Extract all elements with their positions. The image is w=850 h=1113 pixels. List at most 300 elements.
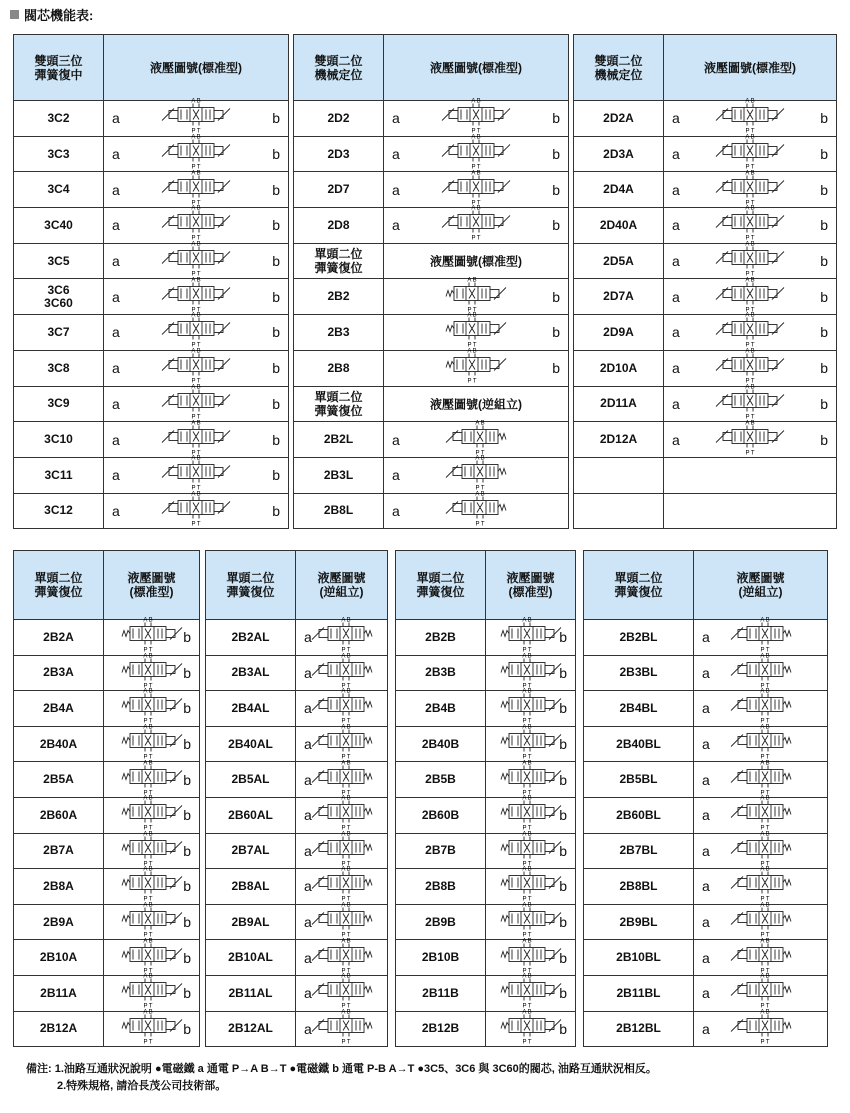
svg-text:P T: P T [142,896,153,903]
valve-code: 2B2 [294,279,384,315]
valve-symbol-icon [499,825,563,868]
solenoid-a-label: a [672,217,680,234]
table-row [294,172,569,208]
solenoid-b-label: b [559,771,567,788]
valve-code: 3C7 [14,315,104,351]
valve-symbol-icon [499,1003,563,1046]
valve-symbol-icon [729,864,793,904]
solenoid-b-label: b [552,360,560,377]
svg-text:A B: A B [745,420,755,427]
solenoid-a-label: a [392,502,400,519]
valve-code: 2B11A [14,975,104,1011]
solenoid-b-label: b [183,878,191,895]
svg-text:A B: A B [745,98,755,105]
svg-text:A B: A B [340,831,351,838]
valve-code: 2B60A [14,797,104,833]
solenoid-a-label: a [112,502,120,519]
svg-text:A B: A B [340,617,351,624]
table-row [14,136,289,172]
valve-code: 2B10AL [206,940,296,976]
svg-text:P T: P T [142,683,153,690]
table-row [294,208,569,244]
solenoid-a-label: a [702,878,710,895]
svg-text:P T: P T [142,968,153,975]
solenoid-b-label: b [820,217,828,234]
solenoid-b-label: b [272,253,280,270]
table-row [294,350,569,386]
valve-symbol-icon [160,239,232,279]
valve-symbol-icon [120,825,184,868]
valve-code: 2B8BL [584,869,694,905]
solenoid-b-label: b [272,288,280,305]
solenoid-b-label: b [820,253,828,270]
solenoid-b-label: b [820,110,828,127]
valve-code: 2B5B [396,762,486,798]
svg-text:P T: P T [759,1039,770,1046]
table-row [574,422,837,458]
table-row [574,101,837,137]
valve-code: 2D4A [574,172,664,208]
svg-text:A B: A B [745,384,755,391]
solenoid-b-label: b [183,1020,191,1037]
svg-text:P T: P T [745,235,755,242]
table-row [294,457,569,493]
solenoid-b-label: b [183,807,191,824]
svg-text:A B: A B [142,795,153,802]
svg-text:A B: A B [191,277,201,284]
svg-text:A B: A B [142,938,153,945]
svg-text:P T: P T [340,718,351,725]
svg-text:P T: P T [745,414,755,421]
valve-symbol-icon [160,453,232,493]
solenoid-a-label: a [304,949,312,966]
valve-symbol-icon [160,485,232,528]
svg-text:A B: A B [521,724,532,731]
sub-header-row [294,243,569,279]
svg-text:A B: A B [521,760,532,767]
svg-text:A B: A B [745,277,755,284]
svg-text:A B: A B [467,312,477,319]
solenoid-a-label: a [702,985,710,1002]
solenoid-a-label: a [304,736,312,753]
svg-text:A B: A B [340,760,351,767]
valve-code: 2B2A [14,620,104,656]
valve-code: 2B12AL [206,1011,296,1047]
svg-text:A B: A B [340,902,351,909]
valve-code: 2B40AL [206,726,296,762]
svg-text:A B: A B [521,688,532,695]
solenoid-a-label: a [702,949,710,966]
valve-code: 2B8 [294,350,384,386]
svg-text:P T: P T [142,790,153,797]
valve-code: 2B9A [14,904,104,940]
valve-symbol-icon [310,793,374,833]
svg-text:P T: P T [340,932,351,939]
svg-text:A B: A B [142,617,153,624]
solenoid-b-label: b [552,217,560,234]
valve-code: 2D3A [574,136,664,172]
valve-symbol-icon [729,1003,793,1046]
valve-symbol-icon [714,164,786,207]
valve-symbol-icon [499,722,563,762]
valve-code: 2B2BL [584,620,694,656]
valve-code: 3C9 [14,386,104,422]
valve-code: 2B40A [14,726,104,762]
header-position-type: 單頭二位 彈簧復位 [14,551,104,620]
solenoid-a-label: a [304,664,312,681]
svg-text:P T: P T [471,200,481,207]
valve-code: 3C5 [14,243,104,279]
valve-code: 2B60BL [584,797,694,833]
svg-text:P T: P T [471,235,481,242]
svg-text:A B: A B [521,902,532,909]
valve-symbol-icon [120,686,184,726]
valve-code: 2B4AL [206,691,296,727]
table-3c-series [13,34,289,529]
solenoid-a-label: a [702,1020,710,1037]
solenoid-a-label: a [112,110,120,127]
solenoid-b-label: b [559,736,567,753]
table-row [574,457,837,493]
svg-text:P T: P T [142,1003,153,1010]
svg-text:A B: A B [191,241,201,248]
header-position-type: 單頭二位 彈簧復位 [206,551,296,620]
svg-text:A B: A B [142,1009,153,1016]
section-title-text: 閥芯機能表: [24,8,94,23]
valve-code: 2D40A [574,208,664,244]
solenoid-a-label: a [702,807,710,824]
solenoid-b-label: b [272,146,280,163]
svg-text:P T: P T [759,968,770,975]
solenoid-b-label: b [552,181,560,198]
svg-text:A B: A B [340,688,351,695]
svg-text:P T: P T [521,647,532,654]
table-2b-al-series [205,550,388,1047]
valve-code: 3C2 [14,101,104,137]
sub-header-type: 單頭二位 彈簧復位 [294,243,384,279]
valve-code: 3C12 [14,493,104,529]
valve-code: 2D7 [294,172,384,208]
svg-text:A B: A B [745,312,755,319]
svg-text:P T: P T [142,754,153,761]
solenoid-a-label: a [672,288,680,305]
valve-symbol-icon [310,647,374,690]
svg-text:A B: A B [142,973,153,980]
svg-text:P T: P T [340,754,351,761]
solenoid-a-label: a [112,217,120,234]
solenoid-b-label: b [183,700,191,717]
valve-symbol-icon [714,378,786,421]
notes [26,1061,657,1095]
valve-code: 2B11BL [584,975,694,1011]
valve-code: 2B5AL [206,762,296,798]
valve-code: 2B10A [14,940,104,976]
svg-text:A B: A B [759,617,770,624]
valve-symbol-icon [310,1003,374,1046]
solenoid-a-label: a [702,664,710,681]
valve-symbol-icon [499,754,563,797]
valve-code: 2B4BL [584,691,694,727]
svg-text:A B: A B [521,653,532,660]
solenoid-b-label: b [272,110,280,127]
svg-text:A B: A B [142,866,153,873]
header-symbol: 液壓圖號 (逆組立) [694,551,828,620]
svg-text:P T: P T [475,485,485,492]
svg-text:A B: A B [191,205,201,212]
solenoid-a-label: a [672,146,680,163]
table-row [574,279,837,315]
svg-text:P T: P T [759,754,770,761]
solenoid-a-label: a [112,288,120,305]
solenoid-a-label: a [112,467,120,484]
svg-text:A B: A B [521,795,532,802]
solenoid-a-label: a [112,253,120,270]
valve-symbol-icon [310,932,374,975]
svg-text:P T: P T [521,896,532,903]
solenoid-b-label: b [559,878,567,895]
valve-symbol-icon [310,864,374,904]
valve-symbol-icon [499,647,563,690]
svg-text:P T: P T [521,790,532,797]
valve-symbol-icon [714,346,786,386]
table-row [584,1011,828,1047]
solenoid-b-label: b [820,288,828,305]
valve-code: 2D12A [574,422,664,458]
solenoid-a-label: a [112,395,120,412]
solenoid-a-label: a [112,146,120,163]
svg-text:P T: P T [521,683,532,690]
sub-header-type: 單頭二位 彈簧復位 [294,386,384,422]
valve-code: 2B3A [14,655,104,691]
solenoid-a-label: a [392,181,400,198]
svg-text:P T: P T [759,825,770,832]
valve-symbol-icon [120,647,184,690]
valve-symbol-icon [444,485,508,528]
header-position-type: 雙頭二位 機械定位 [574,35,664,101]
solenoid-a-label: a [392,146,400,163]
sub-header-symbol: 液壓圖號(標准型) [430,254,522,269]
svg-text:P T: P T [340,683,351,690]
table-row [294,136,569,172]
valve-symbol-icon [729,825,793,868]
valve-symbol-icon [160,96,232,136]
solenoid-a-label: a [304,878,312,895]
solenoid-b-label: b [559,914,567,931]
svg-text:A B: A B [745,205,755,212]
svg-text:P T: P T [191,414,201,421]
valve-code: 2B3B [396,655,486,691]
valve-symbol-icon [120,864,184,904]
table-row [396,1011,576,1047]
svg-text:A B: A B [745,348,755,355]
solenoid-b-label: b [559,629,567,646]
svg-text:P T: P T [759,790,770,797]
svg-text:A B: A B [191,384,201,391]
solenoid-a-label: a [112,360,120,377]
svg-text:P T: P T [142,647,153,654]
valve-symbol-icon [729,754,793,797]
valve-code: 2B2L [294,422,384,458]
svg-text:A B: A B [759,938,770,945]
svg-text:A B: A B [191,312,201,319]
svg-text:A B: A B [475,455,485,462]
solenoid-a-label: a [392,110,400,127]
solenoid-a-label: a [304,985,312,1002]
valve-code: 3C3 [14,136,104,172]
valve-code: 2B2AL [206,620,296,656]
valve-symbol-icon [160,310,232,350]
table-row [206,1011,388,1047]
svg-text:P T: P T [142,825,153,832]
header-symbol: 液壓圖號(標准型) [664,35,837,101]
valve-code: 2D3 [294,136,384,172]
valve-code: 2B4A [14,691,104,727]
svg-text:A B: A B [142,724,153,731]
valve-code: 2B7BL [584,833,694,869]
valve-symbol-icon [440,164,512,207]
solenoid-a-label: a [702,914,710,931]
svg-text:A B: A B [521,1009,532,1016]
valve-symbol-icon [499,900,563,940]
valve-symbol-icon [310,686,374,726]
valve-code: 2B3 [294,315,384,351]
table-row [14,457,289,493]
solenoid-a-label: a [672,360,680,377]
svg-text:A B: A B [521,617,532,624]
solenoid-b-label: b [272,431,280,448]
valve-code: 2B8L [294,493,384,529]
solenoid-b-label: b [183,949,191,966]
square-bullet-icon [10,10,19,19]
solenoid-a-label: a [304,914,312,931]
valve-code: 2B12A [14,1011,104,1047]
svg-text:P T: P T [521,861,532,868]
svg-text:P T: P T [521,1003,532,1010]
solenoid-a-label: a [392,467,400,484]
svg-text:P T: P T [340,1003,351,1010]
valve-symbol-icon [729,722,793,762]
valve-code: 2B40BL [584,726,694,762]
valve-symbol-icon [444,453,508,493]
svg-text:P T: P T [475,450,485,457]
solenoid-b-label: b [272,217,280,234]
solenoid-b-label: b [559,949,567,966]
valve-code: 2B7A [14,833,104,869]
solenoid-b-label: b [559,807,567,824]
solenoid-a-label: a [304,629,312,646]
svg-text:P T: P T [191,450,201,457]
solenoid-b-label: b [183,664,191,681]
valve-symbol-icon [120,722,184,762]
svg-text:P T: P T [191,271,201,278]
solenoid-b-label: b [820,431,828,448]
solenoid-a-label: a [304,842,312,859]
valve-code: 2D11A [574,386,664,422]
valve-code: 2D9A [574,315,664,351]
table-row [14,279,289,315]
valve-code: 2B9AL [206,904,296,940]
solenoid-b-label: b [552,110,560,127]
valve-code: 3C4 [14,172,104,208]
solenoid-b-label: b [820,360,828,377]
solenoid-b-label: b [272,360,280,377]
header-symbol: 液壓圖號(標准型) [384,35,569,101]
solenoid-a-label: a [112,324,120,341]
table-row [294,101,569,137]
valve-symbol-icon [499,864,563,904]
svg-text:A B: A B [759,866,770,873]
valve-symbol-icon [499,932,563,975]
table-row [14,315,289,351]
valve-code: 2B3BL [584,655,694,691]
svg-text:P T: P T [521,932,532,939]
svg-text:P T: P T [340,896,351,903]
svg-text:P T: P T [191,128,201,135]
table-row [14,1011,200,1047]
table-2d-2b-series [293,34,569,529]
valve-symbol-icon [499,686,563,726]
solenoid-a-label: a [304,700,312,717]
table-row [574,172,837,208]
solenoid-a-label: a [672,110,680,127]
valve-code: 2B12BL [584,1011,694,1047]
svg-text:P T: P T [340,861,351,868]
valve-symbol-icon [714,417,786,457]
notes-line-1: 備注: 1.油路互通狀況說明 ●電磁鐵 a 通電 P→A B→T ●電磁鐵 b 通電 P-B A→T ●3C5、3C6 與 3C60的閥芯, 油路互通狀況相反。 [26,1063,657,1075]
solenoid-b-label: b [559,842,567,859]
valve-symbol-icon [729,647,793,690]
solenoid-b-label: b [183,842,191,859]
svg-text:P T: P T [467,378,477,385]
solenoid-b-label: b [272,467,280,484]
valve-symbol-icon [440,132,512,172]
valve-symbol-icon [310,615,374,655]
valve-code: 2B8B [396,869,486,905]
valve-code: 2B7B [396,833,486,869]
svg-text:P T: P T [142,932,153,939]
solenoid-b-label: b [183,629,191,646]
valve-symbol-icon [160,271,232,314]
solenoid-b-label: b [559,664,567,681]
valve-symbol-icon [310,825,374,868]
svg-text:A B: A B [340,938,351,945]
svg-text:A B: A B [759,724,770,731]
valve-symbol-icon [499,793,563,833]
svg-text:A B: A B [745,134,755,141]
valve-symbol-icon [160,203,232,243]
svg-text:A B: A B [191,134,201,141]
svg-text:A B: A B [471,98,481,105]
valve-symbol-icon [444,274,508,314]
solenoid-a-label: a [672,395,680,412]
svg-text:P T: P T [759,932,770,939]
solenoid-a-label: a [112,431,120,448]
table-2b-b-series [395,550,576,1047]
valve-code: 2B3AL [206,655,296,691]
svg-text:A B: A B [142,760,153,767]
valve-symbol-icon [444,310,508,350]
svg-text:A B: A B [521,973,532,980]
svg-text:P T: P T [745,200,755,207]
table-row [574,315,837,351]
svg-text:P T: P T [191,342,201,349]
svg-text:P T: P T [340,968,351,975]
solenoid-a-label: a [702,771,710,788]
valve-code: 2D7A [574,279,664,315]
valve-code: 2B3L [294,457,384,493]
svg-text:P T: P T [142,718,153,725]
valve-symbol-icon [729,615,793,655]
